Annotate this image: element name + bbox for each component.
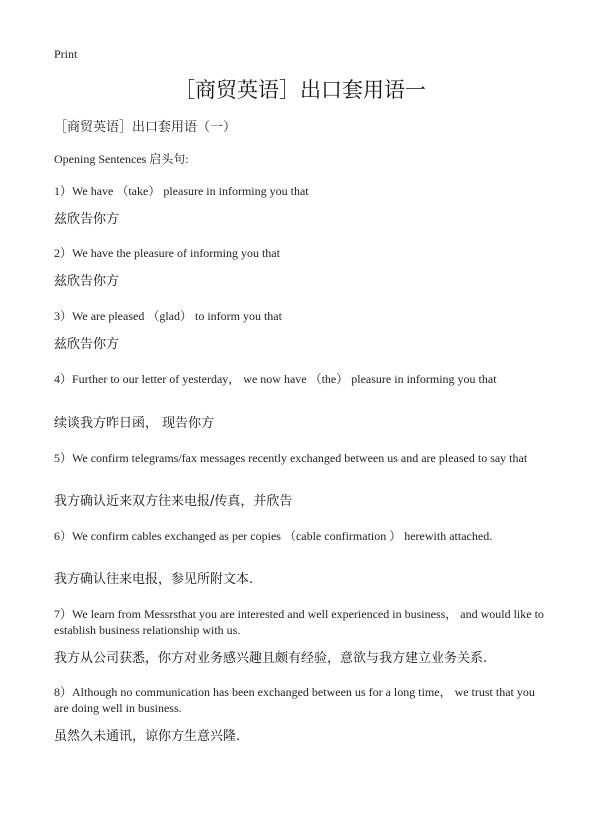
section-subtitle: ［商贸英语］出口套用语（一） <box>54 120 237 135</box>
print-link[interactable]: Print <box>54 47 78 61</box>
list-item <box>54 371 544 431</box>
english-sentence: 5）We confirm telegrams/fax messages recently exchanged between us and are pleased to say that <box>54 451 528 465</box>
chinese-translation: 兹欣告你方 <box>54 212 120 227</box>
chinese-translation: 续谈我方昨日函， 现告你方 <box>54 416 215 431</box>
english-sentence: 7）We learn from Messrsthat you are interested and well experienced in business， and would like to establish business relationship with us. <box>54 607 544 637</box>
chinese-translation: 兹欣告你方 <box>54 274 120 289</box>
english-sentence: 2）We have the pleasure of informing you that <box>54 246 280 260</box>
chinese-translation: 兹欣告你方 <box>54 337 120 352</box>
intro-heading: Opening Sentences 启头句: <box>54 152 189 166</box>
list-item <box>54 245 544 289</box>
chinese-translation: 我方确认近来双方往来电报/传真，并欣告 <box>54 494 293 509</box>
list-item <box>54 308 544 352</box>
list-item <box>54 183 544 227</box>
english-sentence: 4）Further to our letter of yesterday， we now have （the） pleasure in informing you that <box>54 372 497 386</box>
english-sentence: 8）Although no communication has been exchanged between us for a long time， we trust that you are doing well in business. <box>54 685 535 715</box>
list-item <box>54 606 544 666</box>
list-item <box>54 528 544 587</box>
english-sentence: 1）We have （take） pleasure in informing you that <box>54 184 309 198</box>
page-title: ［商贸英语］出口套用语一 <box>174 78 426 102</box>
chinese-translation: 我方确认往来电报，参见所附文本. <box>54 572 254 587</box>
chinese-translation: 我方从公司获悉，你方对业务感兴趣且颇有经验，意欲与我方建立业务关系. <box>54 651 488 666</box>
list-item <box>54 450 544 509</box>
english-sentence: 3）We are pleased （glad） to inform you that <box>54 309 282 323</box>
chinese-translation: 虽然久未通讯，谅你方生意兴隆. <box>54 729 241 744</box>
list-item <box>54 684 544 744</box>
english-sentence: 6）We confirm cables exchanged as per copies （cable confirmation ） herewith attached. <box>54 529 493 543</box>
